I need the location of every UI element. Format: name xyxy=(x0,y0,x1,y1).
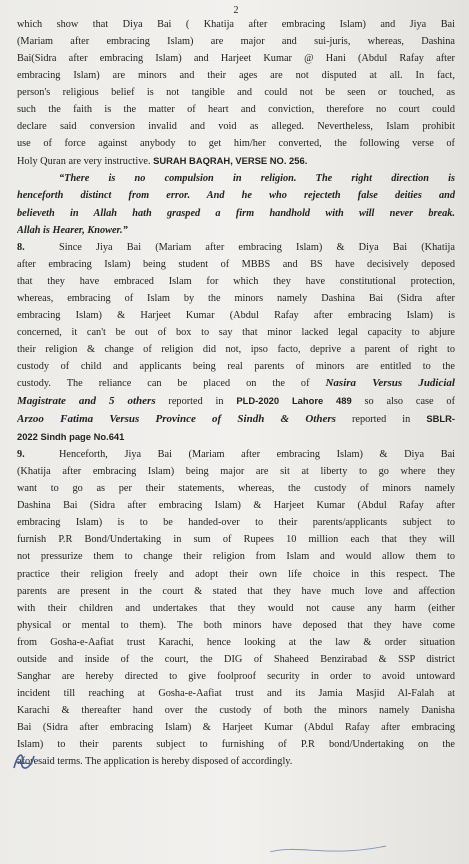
text-segment: Henceforth, Jiya Bai (Mariam after embracing Islam) & Diya Bai xyxy=(59,449,455,461)
text-line xyxy=(17,239,455,256)
text-segment: henceforth distinct from error. And he who rejecteth false deities and xyxy=(17,190,455,202)
text-segment: parents are present in the court & stated that they have much love and affection xyxy=(17,585,455,597)
paragraph-number: 9. xyxy=(17,449,25,461)
text-segment: Arzoo Fatima Versus Province of Sindh & Others xyxy=(17,413,336,426)
text-segment: use of force against anybody to get him/her converted, the following verse of xyxy=(17,138,455,150)
text-segment: Dashina Bai (Sidra after embracing Islam) & Harjeet Kumar (Abdul Rafay after xyxy=(17,500,455,512)
text-segment: physical or mental to them). The both minors have deposed that they have come xyxy=(17,619,455,631)
text-line xyxy=(17,514,455,531)
text-segment: which show that Diya Bai ( Khatija after embracing Islam) and Jiya Bai xyxy=(17,19,455,30)
text-line xyxy=(17,583,455,600)
text-segment: embracing Islam) are minors and their ages are not disputed at all. In fact, xyxy=(17,70,455,82)
judgment-text xyxy=(17,16,455,770)
ink-stroke-mark xyxy=(268,838,388,860)
text-segment: Magistrate and 5 others xyxy=(17,395,156,408)
text-segment: want to go as per their statements, whereas, the custody of minors namely xyxy=(17,483,455,495)
text-segment: such the faith is the matter of heart and conviction, therefore no court could xyxy=(17,104,455,116)
text-segment: with their children and undertakes that they would not cause any harm (either xyxy=(17,602,455,614)
text-segment: Karachi & thereafter hand over the custody of both the minors namely Danisha xyxy=(17,704,455,716)
text-segment: Nasira Versus Judicial xyxy=(325,376,455,389)
text-line xyxy=(17,50,455,67)
text-segment: reported in xyxy=(155,396,237,408)
text-line xyxy=(17,531,455,548)
text-line xyxy=(17,392,455,410)
text-segment: person's religious belief is not tangible and could not be seen or touched, as xyxy=(17,87,455,99)
text-segment: Bai (Sidra after embracing Islam) & Harjeet Kumar (Abdul Rafay after embracing xyxy=(17,721,455,733)
text-line xyxy=(17,634,455,651)
text-line xyxy=(17,600,455,617)
text-line xyxy=(17,617,455,634)
text-segment: PLD-2020 Lahore 489 xyxy=(236,395,352,407)
text-line xyxy=(17,307,455,324)
text-segment: their religion & change of religion did not, ipso facto, deprive a parent of right to xyxy=(17,343,455,355)
text-segment: after embracing Islam) being student of MBBS and BS have decisively deposed xyxy=(17,258,455,270)
text-segment: SURAH BAQRAH, VERSE NO. 256. xyxy=(153,155,308,167)
text-line xyxy=(17,753,455,770)
page-number: 2 xyxy=(233,5,239,16)
text-line xyxy=(17,84,455,101)
text-line xyxy=(17,410,455,428)
text-segment: Holy Quran are very instructive. xyxy=(17,156,154,168)
text-line xyxy=(17,273,455,290)
text-line xyxy=(17,187,455,204)
text-segment: embracing Islam) & Harjeet Kumar (Abdul Rafay after embracing Islam) is xyxy=(17,309,455,321)
text-line xyxy=(17,135,455,152)
text-line xyxy=(17,222,455,239)
text-segment: believeth in Allah hath grasped a firm handhold with will never break. xyxy=(17,207,455,219)
text-line xyxy=(17,170,455,187)
text-line xyxy=(17,341,455,358)
text-line xyxy=(17,324,455,341)
text-segment: declare said conversion invalid and void as alleged. Nevertheless, Islam prohibit xyxy=(17,121,455,133)
text-line xyxy=(17,375,455,392)
text-segment: Sanghar are hereby directed to give foolproof security in order to avoid untoward xyxy=(17,670,455,682)
text-line xyxy=(17,428,455,446)
text-segment: whereas, embracing of Islam by the minors namely Dashina Bai (Sidra after xyxy=(17,292,455,304)
text-line xyxy=(17,480,455,497)
text-segment: reported in xyxy=(335,414,427,426)
text-segment: aforesaid terms. The application is hereby disposed of accordingly. xyxy=(17,756,293,768)
text-line xyxy=(17,668,455,685)
text-line xyxy=(17,358,455,375)
text-line xyxy=(17,548,455,565)
text-line xyxy=(17,118,455,135)
text-segment: furnish P.R Bond/Undertaking in sum of Rupees 10 million each that they will xyxy=(17,534,455,546)
text-segment: so also case of xyxy=(351,396,455,408)
text-line xyxy=(17,719,455,736)
text-segment: Allah is Hearer, Knower.” xyxy=(17,224,128,236)
text-line xyxy=(17,685,455,702)
text-segment: Islam) to their parents subject to furnishing of P.R bond/Undertaking on the xyxy=(17,738,455,750)
text-line xyxy=(17,67,455,84)
text-segment: “There is no compulsion in religion. The right direction is xyxy=(59,173,455,185)
text-segment: practice their religion freely and adopt their own life choice in this respect. The xyxy=(17,568,455,580)
text-line xyxy=(17,16,455,33)
text-segment: custody. The reliance can be placed on the of xyxy=(17,377,326,389)
paragraph-number: 8. xyxy=(17,241,25,253)
text-line xyxy=(17,736,455,753)
text-segment: (Mariam after embracing Islam) are major and sui-juris, whereas, Dashina xyxy=(17,36,455,48)
text-line xyxy=(17,566,455,583)
text-line xyxy=(17,446,455,463)
text-segment: that they have embraced Islam for which they have constitutional protection, xyxy=(17,275,455,287)
handwritten-initial-mark xyxy=(10,748,38,776)
text-line xyxy=(17,152,455,170)
text-segment: Since Jiya Bai (Mariam after embracing Islam) & Diya Bai (Khatija xyxy=(59,241,455,253)
text-line xyxy=(17,651,455,668)
text-segment: incident till reaching at Gosha-e-Aafiat trust and its Jamia Masjid Al-Falah at xyxy=(17,687,455,699)
text-line xyxy=(17,101,455,118)
text-line xyxy=(17,463,455,480)
text-segment: 2022 Sindh page No.641 xyxy=(17,431,125,443)
text-line xyxy=(17,497,455,514)
text-segment: from Gosha-e-Aafiat trust Karachi, hence looking at the law & order situation xyxy=(17,636,455,648)
text-segment: embracing Islam) is to be handed-over to their parents/applicants subject to xyxy=(17,517,455,529)
text-line xyxy=(17,702,455,719)
text-line xyxy=(17,290,455,307)
text-line xyxy=(17,256,455,273)
text-segment: SBLR- xyxy=(426,413,455,425)
text-line xyxy=(17,33,455,50)
text-segment: not pressurize them to change their religion from Islam and would allow them to xyxy=(17,551,455,563)
text-segment: outside and inside of the court, the DIG of Shaheed Benzirabad & SSP district xyxy=(17,653,455,665)
text-segment: Bai(Sidra after embracing Islam) and Harjeet Kumar @ Hani (Abdul Rafay after xyxy=(17,53,455,65)
text-segment: concerned, it can't be out of box to say that minor lacked legal capacity to abjure xyxy=(17,326,455,338)
text-line xyxy=(17,205,455,222)
text-segment: (Khatija after embracing Islam) being major are sit at liberty to go where they xyxy=(17,466,455,478)
text-segment: custody of child and applicants being real parents of minors are entitled to the xyxy=(17,360,455,372)
